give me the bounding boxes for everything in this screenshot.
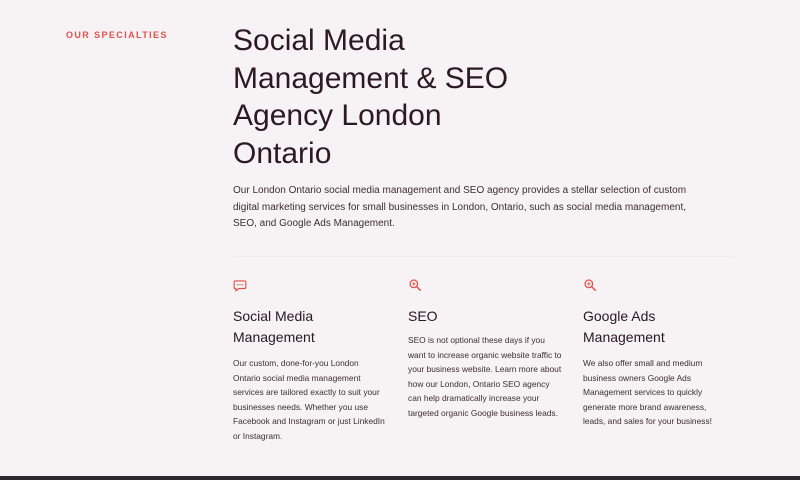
card-text: SEO is not optional these days if you want to increase organic website traffic to your business website. Learn more about how our London, Ontario SEO agency can help dramatically increase your targeted organic Google business leads. (408, 335, 562, 418)
card-title: Social Media Management (233, 308, 315, 345)
service-card-google-ads (583, 278, 728, 429)
service-card-seo (408, 278, 563, 420)
chat-bubble-icon (233, 278, 247, 292)
footer-edge (0, 476, 800, 480)
card-title: SEO (408, 308, 438, 324)
section-divider (233, 256, 733, 257)
search-icon (408, 278, 422, 292)
intro-paragraph: Our London Ontario social media management and SEO agency provides a stellar selection of custom digital marketing services for small businesses in London, Ontario, such as social media management, SEO, and Google Ads Management. (233, 185, 687, 230)
page-title: Social Media Management & SEO Agency London Ontario (233, 24, 509, 170)
card-title: Google Ads Management (583, 308, 665, 345)
section-eyebrow: OUR SPECIALTIES (66, 30, 168, 40)
card-text: We also offer small and medium business owners Google Ads Management services to quickly generate more brand awareness, leads, and sales for your business! (583, 358, 712, 426)
card-text: Our custom, done-for-you London Ontario social media management services are tailored exactly to suit your businesses needs. Whether you use Facebook and Instagram or just LinkedIn or Instagram. (233, 358, 385, 441)
service-card-social-media (233, 278, 388, 443)
search-icon (583, 278, 597, 292)
